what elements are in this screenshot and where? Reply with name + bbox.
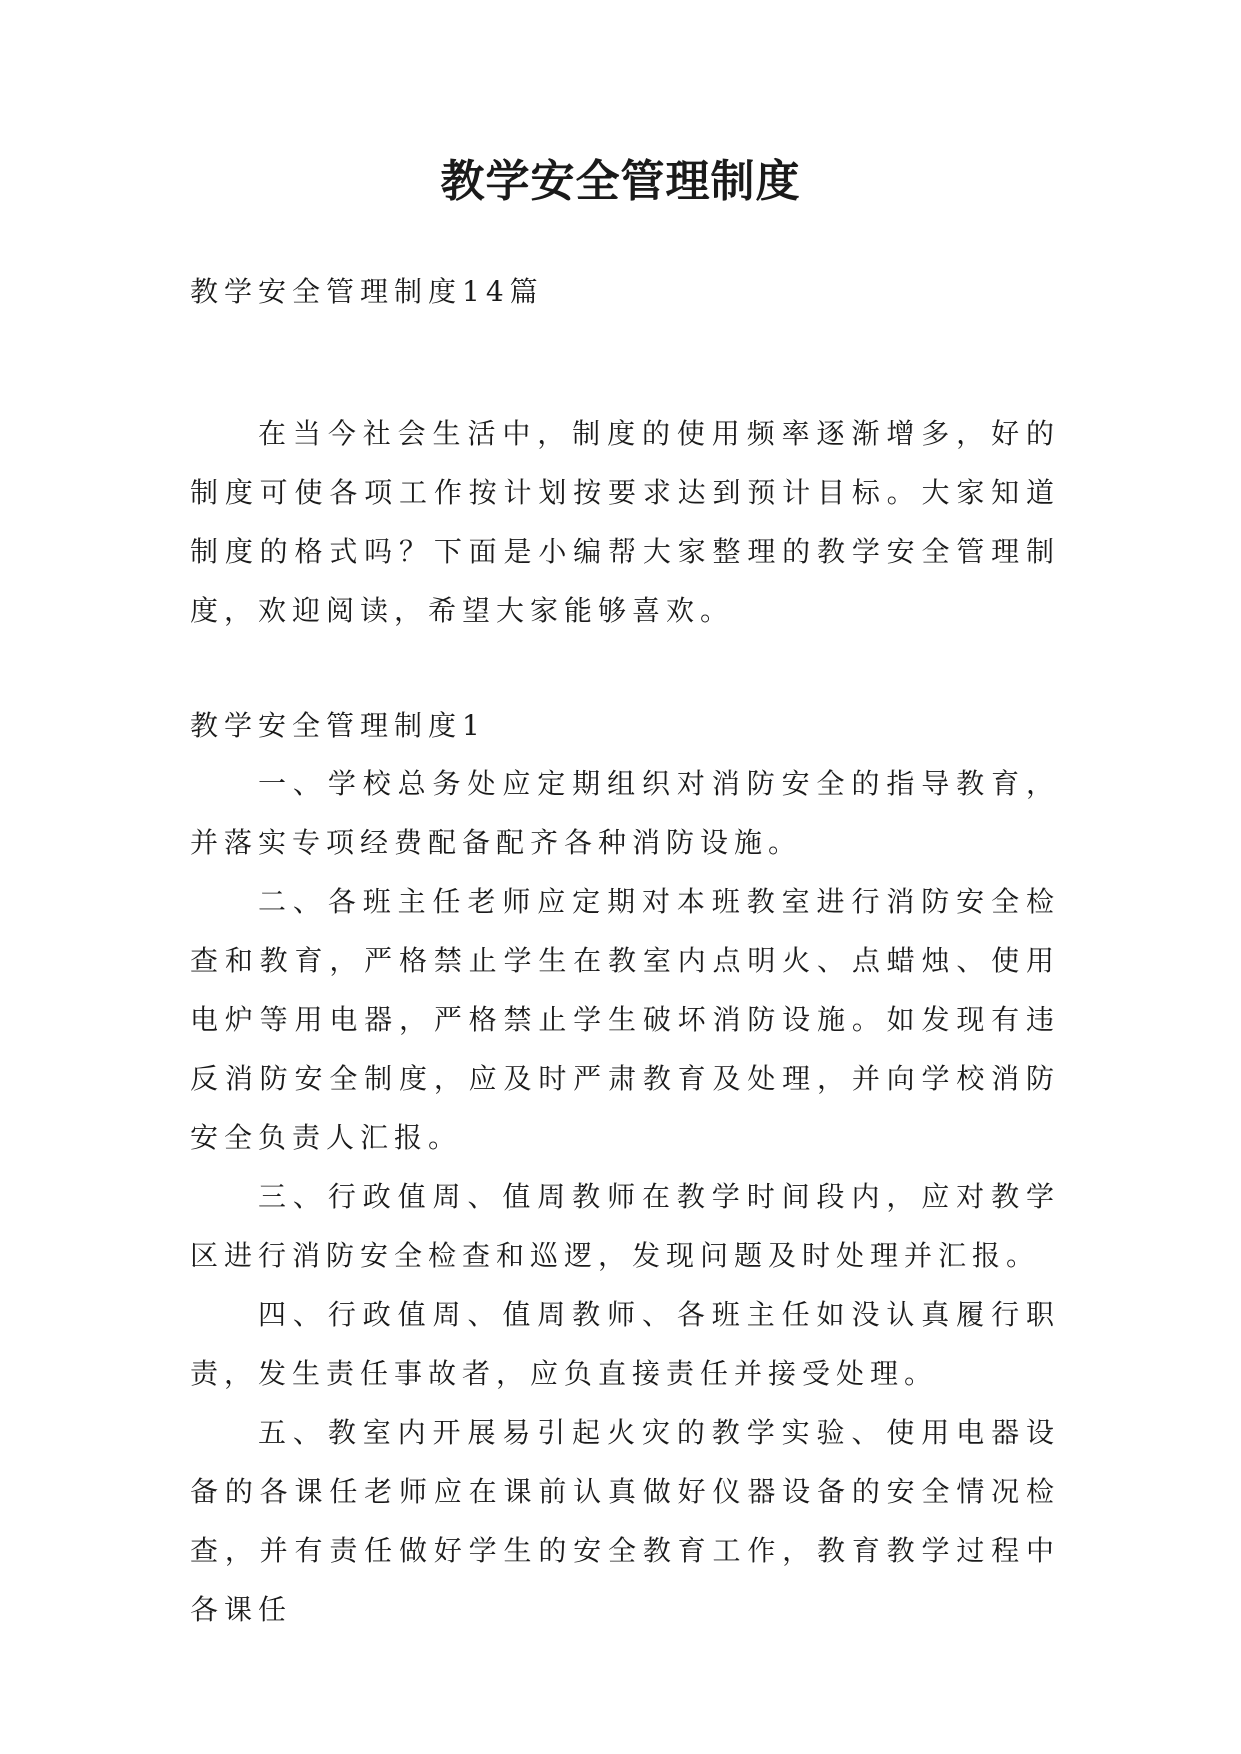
rule-item: 二、各班主任老师应定期对本班教室进行消防安全检查和教育，严格禁止学生在教室内点明火、点蜡烛、使用电炉等用电器，严格禁止学生破坏消防设施。如发现有违反消防安全制度，应及时严肃教育及处理，并向学校消防安全负责人汇报。 — [190, 885, 1060, 1154]
rule-item: 四、行政值周、值周教师、各班主任如没认真履行职责，发生责任事故者，应负直接责任并接受处理。 — [190, 1298, 1060, 1390]
rule-item: 一、学校总务处应定期组织对消防安全的指导教育，并落实专项经费配备配齐各种消防设施。 — [190, 767, 1060, 859]
rule-item: 五、教室内开展易引起火灾的教学实验、使用电器设备的各课任老师应在课前认真做好仪器设备的安全情况检查，并有责任做好学生的安全教育工作，教育教学过程中各课任 — [190, 1416, 1060, 1626]
intro-paragraph: 在当今社会生活中，制度的使用频率逐渐增多，好的制度可使各项工作按计划按要求达到预计目标。大家知道制度的格式吗？下面是小编帮大家整理的教学安全管理制度，欢迎阅读，希望大家能够喜欢。 — [190, 417, 1060, 627]
page-title: 教学安全管理制度 — [440, 156, 801, 207]
rules-list — [190, 754, 1060, 1639]
section-heading: 教学安全管理制度1 — [190, 709, 486, 742]
document-subtitle: 教学安全管理制度14篇 — [190, 275, 544, 308]
rule-item: 三、行政值周、值周教师在教学时间段内，应对教学区进行消防安全检查和巡逻，发现问题及时处理并汇报。 — [190, 1180, 1060, 1272]
